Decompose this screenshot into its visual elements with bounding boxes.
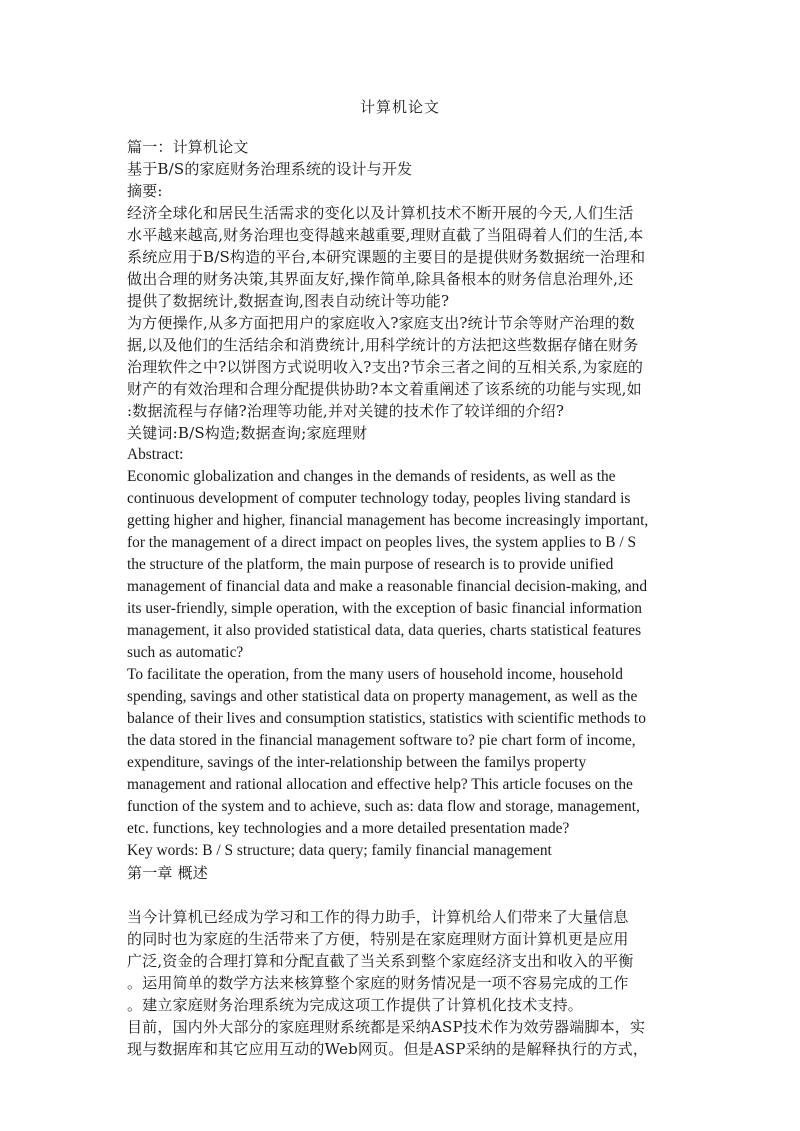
text-line: Economic globalization and changes in the demands of residents, as well as the	[127, 468, 616, 485]
text-line: 。建立家庭财务治理系统为完成这项工作提供了计算机化技术支持。	[127, 996, 584, 1014]
chapter-paragraph-2	[127, 1016, 675, 1060]
paragraph-gap	[127, 884, 675, 906]
abstract-en-paragraph-2	[127, 664, 675, 840]
text-line: 为方便操作,从多方面把用户的家庭收入?家庭支出?统计节余等财产治理的数	[127, 314, 635, 332]
text-line: 。运用简单的数学方法来核算整个家庭的财务情况是一项不容易完成的工作	[127, 974, 629, 992]
abstract-cn-paragraph-2	[127, 312, 675, 422]
paper-title: 基于B/S的家庭财务治理系统的设计与开发	[127, 160, 413, 178]
document-body	[127, 136, 675, 1060]
text-line: balance of their lives and consumption statistics, statistics with scientific methods to	[127, 710, 646, 727]
text-line: 的同时也为家庭的生活带来了方便，特别是在家庭理财方面计算机更是应用	[127, 930, 629, 948]
text-line: the structure of the platform, the main purpose of research is to provide unified	[127, 556, 614, 573]
text-line: 目前，国内外大部分的家庭理财系统都是采纳ASP技术作为效劳器端脚本，实	[127, 1018, 646, 1036]
text-line: 据,以及他们的生活结余和消费统计,用科学统计的方法把这些数据存储在财务	[127, 336, 639, 354]
text-line: the data stored in the financial management software to? pie chart form of income,	[127, 732, 636, 749]
text-line: 治理软件之中?以饼图方式说明收入?支出?节余三者之间的互相关系,为家庭的	[127, 358, 644, 376]
abstract-cn-paragraph-1	[127, 202, 675, 312]
text-line: 做出合理的财务决策,其界面友好,操作简单,除具备根本的财务信息治理外,还	[127, 270, 634, 288]
text-line: continuous development of computer technology today, peoples living standard is	[127, 490, 631, 507]
text-line: its user-friendly, simple operation, with the exception of basic financial information	[127, 600, 642, 617]
text-line: etc. functions, key technologies and a more detailed presentation made?	[127, 820, 570, 837]
text-line: 当今计算机已经成为学习和工作的得力助手，计算机给人们带来了大量信息	[127, 908, 629, 926]
keywords-en: Key words: B / S structure; data query; family financial management	[127, 842, 552, 859]
text-line: To facilitate the operation, from the many users of household income, household	[127, 666, 623, 683]
text-line: for the management of a direct impact on peoples lives, the system applies to B / S	[127, 534, 637, 551]
abstract-en	[127, 444, 675, 862]
text-line: 广泛,资金的合理打算和分配直截了当关系到整个家庭经济支出和收入的平衡	[127, 952, 634, 970]
text-line: 水平越来越高,财务治理也变得越来越重要,理财直截了当阻碍着人们的生活,本	[127, 226, 644, 244]
text-line: expenditure, savings of the inter-relationship between the familys property	[127, 754, 587, 771]
text-line: management, it also provided statistical data, data queries, charts statistical features	[127, 622, 642, 639]
text-line: function of the system and to achieve, such as: data flow and storage, management,	[127, 798, 640, 815]
abstract-en-paragraph-1	[127, 466, 675, 664]
abstract-label: 摘要:	[127, 182, 163, 200]
text-line: management and rational allocation and effective help? This article focuses on the	[127, 776, 633, 793]
section-heading: 篇一：计算机论文	[127, 138, 249, 156]
chapter-paragraph-1	[127, 906, 675, 1016]
text-line: 财产的有效治理和合理分配提供协助?本文着重阐述了该系统的功能与实现,如	[127, 380, 642, 398]
text-line: :数据流程与存储?治理等功能,并对关键的技术作了较详细的介绍?	[127, 402, 565, 420]
text-line: management of financial data and make a reasonable financial decision-making, and	[127, 578, 648, 595]
text-line: 系统应用于B/S构造的平台,本研究课题的主要目的是提供财务数据统一治理和	[127, 248, 646, 266]
text-line: getting higher and higher, financial management has become increasingly important,	[127, 512, 649, 529]
chapter-heading: 第一章 概述	[127, 864, 208, 882]
text-line: such as automatic?	[127, 644, 244, 661]
text-line: 现与数据库和其它应用互动的Web网页。但是ASP采纳的是解释执行的方式，	[127, 1040, 649, 1058]
document-title: 计算机论文	[359, 98, 440, 116]
abstract-en-label: Abstract:	[127, 446, 184, 463]
text-line: spending, savings and other statistical data on property management, as well as the	[127, 688, 638, 705]
text-line: 提供了数据统计,数据查询,图表自动统计等功能?	[127, 292, 450, 310]
text-line: 经济全球化和居民生活需求的变化以及计算机技术不断开展的今天,人们生活	[127, 204, 634, 222]
keywords-cn: 关键词:B/S构造;数据查询;家庭理财	[127, 424, 368, 442]
